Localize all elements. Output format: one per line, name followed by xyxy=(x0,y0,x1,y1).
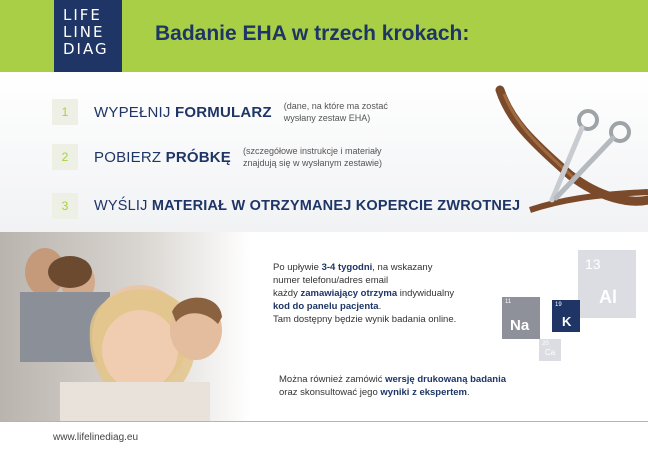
info-text-4: kod do panelu pacjenta xyxy=(273,301,379,312)
info-text-3b: zamawiający otrzyma xyxy=(300,288,398,299)
info-text-1c: , na wskazany xyxy=(372,262,433,273)
step-number-2: 2 xyxy=(52,144,78,170)
header-bar xyxy=(0,0,648,72)
step-1 xyxy=(52,99,388,125)
element-symbol-ca: Ca xyxy=(545,348,556,357)
footer-url-link[interactable]: www.lifelinediag.eu xyxy=(53,432,139,443)
info-text xyxy=(273,261,456,326)
step-1-bold: FORMULARZ xyxy=(174,103,272,121)
element-number-ca: 20 xyxy=(542,341,549,347)
step-3 xyxy=(52,193,520,219)
lifelinediag-logo[interactable] xyxy=(54,0,122,72)
element-number-al: 13 xyxy=(585,256,601,272)
hair-strand-scissors-image xyxy=(470,80,648,220)
step-3-bold: MATERIAŁ W OTRZYMANEJ KOPERCIE ZWROTNEJ xyxy=(151,198,521,214)
step-number-1: 1 xyxy=(52,99,78,125)
info-line-4 xyxy=(273,300,456,313)
info-text-3a: każdy xyxy=(273,288,301,299)
step-1-regular: WYPEŁNIJ xyxy=(94,103,175,121)
info-print-1a: Można również zamówić xyxy=(279,374,386,385)
step-2 xyxy=(52,144,382,170)
logo-line-1: LIFE xyxy=(63,6,102,24)
element-tile-na xyxy=(502,297,540,339)
info-print-2c: . xyxy=(467,387,470,398)
info-print-line-2 xyxy=(279,386,506,399)
family-photo xyxy=(0,232,250,422)
info-line-3 xyxy=(273,287,456,300)
info-print-2b: wyniki z ekspertem xyxy=(380,387,467,398)
step-2-note: (szczegółowe instrukcje i materiały znajdują się w wysłanym zestawie) xyxy=(243,146,383,168)
step-2-text xyxy=(94,149,231,166)
info-print-1b: wersję drukowaną badania xyxy=(385,374,507,385)
step-1-text xyxy=(94,104,272,121)
page-title: Badanie EHA w trzech krokach: xyxy=(155,22,470,45)
step-1-note: (dane, na które ma zostać wysłany zestaw EHA) xyxy=(283,101,388,123)
step-3-regular: WYŚLIJ xyxy=(94,198,152,214)
info-text-3c: indywidualny xyxy=(397,288,455,299)
info-line-5: Tam dostępny będzie wynik badania online. xyxy=(273,314,457,325)
info-line-2: numer telefonu/adres email xyxy=(273,275,389,286)
info-text-4c: . xyxy=(378,301,382,312)
logo-line-2: LINE xyxy=(63,23,105,41)
element-number-na: 11 xyxy=(505,299,512,305)
step-number-3: 3 xyxy=(52,193,78,219)
info-text-1a: Po upływie xyxy=(273,262,322,273)
info-print-text xyxy=(279,373,506,399)
footer-divider xyxy=(0,421,648,422)
element-number-k: 19 xyxy=(555,302,562,308)
element-tile-ca xyxy=(539,339,561,361)
info-print-line-1 xyxy=(279,373,506,386)
logo-line-3: DIAG xyxy=(63,40,109,58)
element-tile-al xyxy=(578,250,636,318)
info-line-1 xyxy=(273,261,456,274)
element-tile-k xyxy=(552,300,580,332)
element-symbol-al: Al xyxy=(599,287,617,307)
step-3-text xyxy=(94,198,520,214)
step-2-regular: POBIERZ xyxy=(94,148,166,166)
step-2-bold: PRÓBKĘ xyxy=(165,148,231,166)
element-symbol-k: K xyxy=(562,314,572,329)
info-text-1b: 3-4 tygodni xyxy=(321,262,373,273)
info-print-2a: oraz skonsultować jego xyxy=(279,387,381,398)
element-symbol-na: Na xyxy=(510,317,530,334)
